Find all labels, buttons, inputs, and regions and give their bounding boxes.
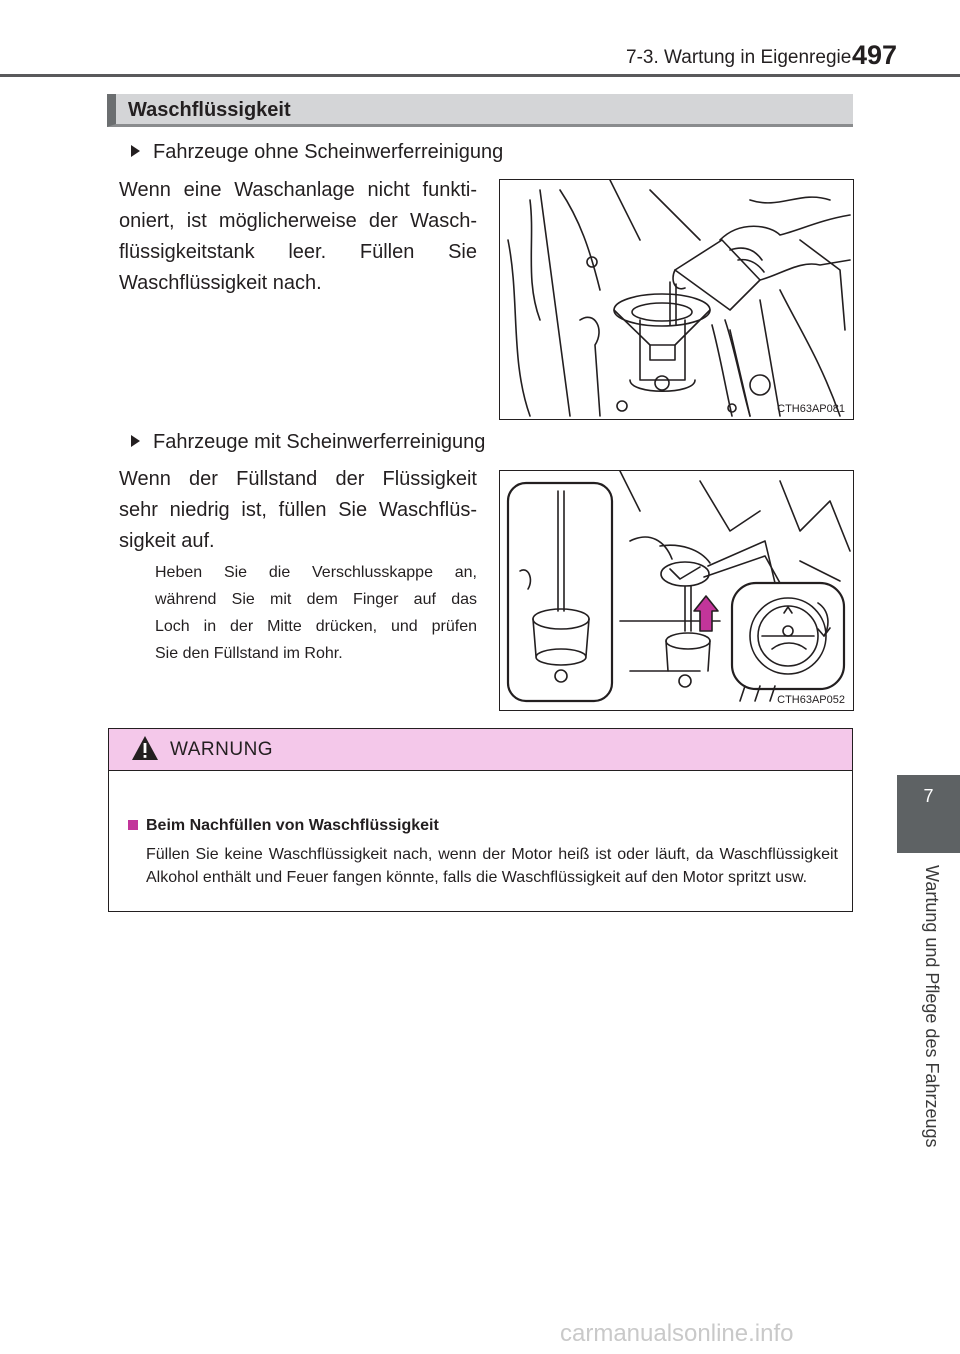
watermark: carmanualsonline.info xyxy=(560,1320,794,1347)
block2-note xyxy=(155,559,477,667)
note-line: Loch in der Mitte drücken, und prüfen xyxy=(155,618,477,635)
note-line: Sie den Füllstand im Rohr. xyxy=(155,645,343,662)
bullet-label: Fahrzeuge ohne Scheinwerferreinigung xyxy=(153,141,504,163)
figure-cap-level-check xyxy=(499,470,854,711)
warning-subtitle xyxy=(128,817,439,835)
note-line: während Sie mit dem Finger auf das xyxy=(155,591,477,608)
page-number: 497 xyxy=(852,40,898,70)
warning-triangle-icon xyxy=(131,735,159,761)
bullet-with-headlamp-cleaner xyxy=(131,431,485,454)
running-header-section: 7-3. Wartung in Eigenregie xyxy=(626,47,852,68)
header-rule xyxy=(0,74,960,77)
bullet-triangle-icon xyxy=(131,145,140,157)
warning-subtitle-text: Beim Nachfüllen von Waschflüssigkeit xyxy=(146,817,439,834)
figure-refill-funnel xyxy=(499,179,854,420)
block1-line: Wenn eine Waschanlage nicht funkti- xyxy=(119,179,477,201)
bullet-without-headlamp-cleaner xyxy=(131,141,503,164)
note-line: Heben Sie die Verschlusskappe an, xyxy=(155,564,477,581)
block2-paragraph xyxy=(119,464,477,557)
figure-code: CTH63AP052 xyxy=(777,694,845,706)
block1-line: oniert, ist möglicherweise der Wasch- xyxy=(119,210,477,232)
warning-title: WARNUNG xyxy=(170,739,274,760)
block1-line: flüssigkeitstank leer. Füllen Sie xyxy=(119,241,477,263)
bullet-label: Fahrzeuge mit Scheinwerferreinigung xyxy=(153,431,486,453)
block1-paragraph xyxy=(119,175,477,299)
chapter-tab-title-text: Wartung und Pflege des Fahrzeugs xyxy=(922,865,942,1148)
chapter-tab-number: 7 xyxy=(923,786,934,806)
block2-line: sigkeit auf. xyxy=(119,530,215,552)
figure-code: CTH63AP081 xyxy=(777,403,845,415)
cap-illustration xyxy=(500,471,852,709)
section-title: Waschflüssigkeit xyxy=(128,99,291,121)
chapter-tab-title xyxy=(872,865,960,1155)
funnel-illustration xyxy=(500,180,852,418)
bullet-triangle-icon xyxy=(131,435,140,447)
block1-line: Waschflüssigkeit nach. xyxy=(119,272,322,294)
warning-square-icon xyxy=(128,820,138,830)
block2-line: Wenn der Füllstand der Flüssigkeit xyxy=(119,468,477,490)
block2-line: sehr niedrig ist, füllen Sie Waschflüs- xyxy=(119,499,477,521)
warning-text: Füllen Sie keine Waschflüssigkeit nach, wenn der Motor heiß ist oder läuft, da Waschflüssigkeit Alkohol enthält und Feuer fangen könnte, falls die Waschflüssigkeit auf den Motor spritzt usw. xyxy=(146,846,838,886)
